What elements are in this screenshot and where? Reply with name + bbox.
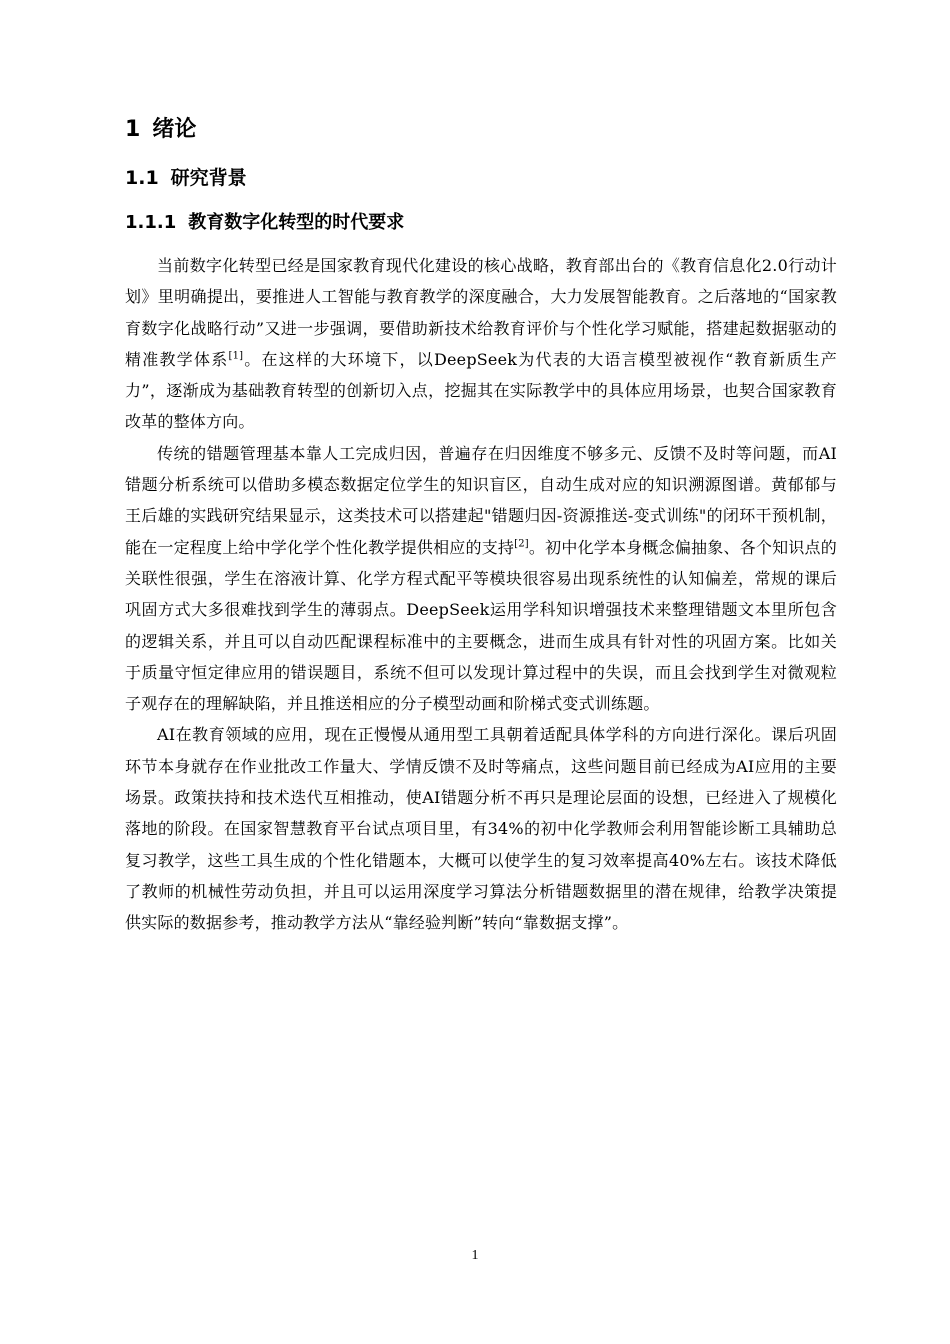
paragraph-text: 。在这样的大环境下，以DeepSeek为代表的大语言模型被视作“教育新质生产力”，逐渐成为基础教育转型的创新切入点，挖掘其在实际教学中的具体应用场景，也契合国家教育改革的整体方向。 [125, 349, 837, 432]
paragraph-text: 当前数字化转型已经是国家教育现代化建设的核心战略，教育部出台的《教育信息化2.0行动计划》里明确提出，要推进人工智能与教育教学的深度融合，大力发展智能教育。之后落地的“国家教育数字化战略行动”又进一步强调，要借助新技术给教育评价与个性化学习赋能，搭建起数据驱动的精准教学体系 [125, 256, 837, 369]
paragraph-text: 。初中化学本身概念偏抽象、各个知识点的关联性很强，学生在溶液计算、化学方程式配平等模块很容易出现系统性的认知偏差，常规的课后巩固方式大多很难找到学生的薄弱点。DeepSeek运用学科知识增强技术来整理错题文本里所包含的逻辑关系，并且可以自动匹配课程标准中的主要概念，进而生成具有针对性的巩固方案。比如关于质量守恒定律应用的错误题目，系统不但可以发现计算过程中的失误，而且会找到学生对微观粒子观存在的理解缺陷，并且推送相应的分子模型动画和阶梯式变式训练题。 [125, 537, 837, 714]
subsection-number: 1.1.1 [125, 212, 177, 233]
chapter-heading [125, 112, 837, 148]
citation-reference: [1] [228, 350, 244, 362]
chapter-title: 绪论 [152, 117, 197, 142]
subsection-heading [125, 208, 837, 238]
section-number: 1.1 [125, 167, 159, 189]
section-title: 研究背景 [170, 167, 247, 189]
section-heading [125, 162, 837, 194]
paragraph-text: AI在教育领域的应用，现在正慢慢从通用型工具朝着适配具体学科的方向进行深化。课后巩固环节本身就存在作业批改工作量大、学情反馈不及时等痛点，这些问题目前已经成为AI应用的主要场景。政策扶持和技术迭代互相推动，使AI错题分析不再只是理论层面的设想，已经进入了规模化落地的阶段。在国家智慧教育平台试点项目里，有34%的初中化学教师会利用智能诊断工具辅助总复习教学，这些工具生成的个性化错题本，大概可以使学生的复习效率提高40%左右。该技术降低了教师的机械性劳动负担，并且可以运用深度学习算法分析错题数据里的潜在规律，给教学决策提供实际的数据参考，推动教学方法从“靠经验判断”转向“靠数据支撑”。 [125, 725, 837, 933]
page-content [125, 112, 837, 939]
subsection-title: 教育数字化转型的时代要求 [188, 212, 405, 233]
paragraph-text: 传统的错题管理基本靠人工完成归因，普遍存在归因维度不够多元、反馈不及时等问题，而AI错题分析系统可以借助多模态数据定位学生的知识盲区，自动生成对应的知识溯源图谱。黄郁郁与王后雄的实践研究结果显示，这类技术可以搭建起"错题归因-资源推送-变式训练"的闭环干预机制，能在一定程度上给中学化学个性化教学提供相应的支持 [125, 443, 837, 557]
body-paragraph-2 [125, 438, 837, 720]
chapter-number: 1 [125, 117, 141, 142]
citation-reference: [2] [514, 538, 529, 550]
body-paragraph-1 [125, 250, 837, 438]
body-paragraph-3 [125, 719, 837, 938]
page-number: 1 [471, 1248, 479, 1263]
